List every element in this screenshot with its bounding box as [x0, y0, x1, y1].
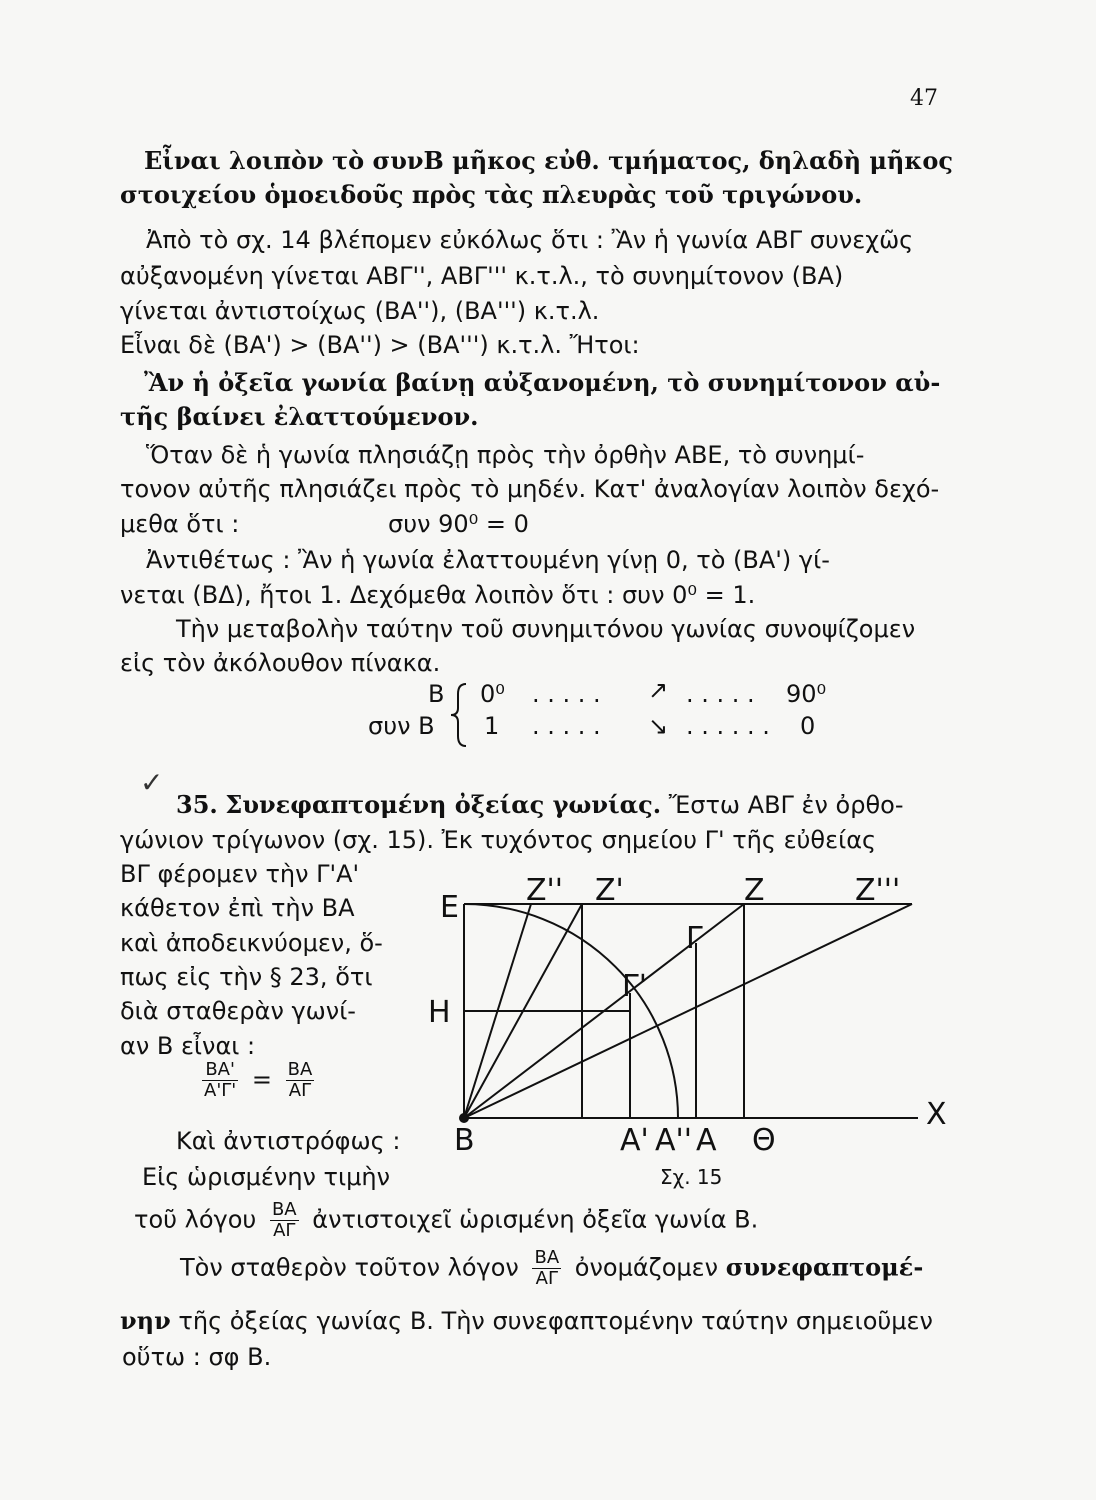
label-B: B: [454, 1123, 475, 1158]
table-row1-dots: . . . . .: [532, 680, 601, 708]
label-Th: Θ: [752, 1123, 776, 1158]
text-line: Ἀπὸ τὸ σχ. 14 βλέπομεν εὐκόλως ὅτι : Ἂν ἡ γωνία ΑΒΓ συνεχῶς: [146, 226, 914, 254]
text-line: Τὴν μεταβολὴν ταύτην τοῦ συνημιτόνου γωνίας συνοψίζομεν: [176, 615, 916, 643]
table-row2-start: 1: [484, 712, 500, 740]
text-line: τονον αὐτῆς πλησιάζει πρὸς τὸ μηδέν. Κατ' ἀναλογίαν λοιπὸν δεχό-: [120, 475, 940, 503]
label-A: A: [696, 1123, 717, 1158]
fraction: $\frac{BA}{A\Gamma}$: [287, 1059, 313, 1101]
point-B: [459, 1113, 469, 1123]
text-line: Τὸν σταθερὸν τοῦτον λόγον $\frac{BA}{A\Gamma}$ ὀνομάζομεν συνεφαπτομέ-: [180, 1247, 924, 1289]
text-line: Ἔστω ΑΒΓ ἐν ὀρθο-: [668, 791, 904, 819]
figure-caption: Σχ. 15: [660, 1165, 723, 1189]
table-row1-dots: . . . . .: [686, 680, 755, 708]
table-row2-label: συν B: [368, 712, 435, 740]
label-Z: Z: [744, 873, 765, 908]
table-row2-end: 0: [800, 712, 816, 740]
fraction: $\frac{BA}{A\Gamma}$: [534, 1247, 560, 1289]
label-Z3: Z''': [855, 873, 901, 908]
fraction: $\frac{BA}{A\Gamma}$: [271, 1199, 297, 1241]
text-line: Ἀντιθέτως : Ἂν ἡ γωνία ἐλαττουμένη γίνῃ 0, τὸ (ΒΑ') γί-: [146, 546, 830, 574]
table-row1-label: B: [428, 680, 445, 708]
text-line: διὰ σταθερὰν γωνί-: [120, 997, 356, 1025]
text-line: νην τῆς ὀξείας γωνίας Β. Τὴν συνεφαπτομένην ταύτην σημειοῦμεν: [120, 1306, 933, 1335]
text-line: τοῦ λόγου $\frac{BA}{A\Gamma}$ ἀντιστοιχεῖ ὡρισμένη ὀξεῖα γωνία Β.: [134, 1199, 759, 1241]
theorem-line-1: Εἶναι λοιπὸν τὸ συνB μῆκος εὐθ. τμήματος, δηλαδὴ μῆκος: [144, 146, 953, 175]
arrow-up-icon: ↗: [648, 676, 669, 704]
fraction: $\frac{BA'}{A'\Gamma'}$: [204, 1059, 237, 1101]
theorem-line: τῆς βαίνει ἐλαττούμενον.: [120, 402, 479, 431]
theorem-line: Ἂν ἡ ὀξεῖα γωνία βαίνῃ αὐξανομένη, τὸ συνημίτονον αὐ-: [144, 368, 941, 397]
text-line: πως εἰς τὴν § 23, ὅτι: [120, 963, 373, 991]
text-line: Εἶναι δὲ (ΒΑ') > (ΒΑ'') > (ΒΑ''') κ.τ.λ. Ἤτοι:: [120, 331, 640, 359]
label-G: Γ: [686, 921, 703, 956]
text-line: γίνεται ἀντιστοίχως (ΒΑ''), (ΒΑ''') κ.τ.λ.: [120, 297, 600, 325]
text-line: γώνιον τρίγωνον (σχ. 15). Ἐκ τυχόντος σημείου Γ' τῆς εὐθείας: [120, 826, 877, 854]
label-Z2: Z'': [526, 873, 564, 908]
text-line: οὕτω : σφ Β.: [122, 1343, 272, 1371]
text-line: Καὶ ἀντιστρόφως :: [176, 1127, 401, 1155]
formula-cos90: συν 90⁰ = 0: [388, 510, 529, 538]
label-G1: Γ': [622, 969, 647, 1004]
text-line: αν Β εἶναι :: [120, 1032, 256, 1060]
text-line: ΒΓ φέρομεν τὴν Γ'Α': [120, 860, 360, 888]
table-row2-dots: . . . . .: [532, 712, 601, 740]
theorem-line-2: στοιχείου ὁμοειδοῦς πρὸς τὰς πλευρὰς τοῦ τριγώνου.: [120, 180, 863, 209]
text-line: Εἰς ὡρισμένην τιμὴν: [142, 1163, 391, 1191]
section-number: 35.: [176, 790, 218, 819]
text-line: νεται (ΒΔ), ἤτοι 1. Δεχόμεθα λοιπὸν ὅτι : συν 0⁰ = 1.: [120, 581, 756, 609]
label-E: E: [440, 890, 459, 925]
text-line: μεθα ὅτι :: [120, 510, 240, 538]
label-H: H: [428, 995, 451, 1030]
label-X: X: [926, 1097, 947, 1132]
text-line: αὐξανομένη γίνεται ΑΒΓ'', ΑΒΓ''' κ.τ.λ., τὸ συνημίτονον (ΒΑ): [120, 262, 844, 290]
section-title: Συνεφαπτομένη ὀξείας γωνίας.: [225, 790, 662, 819]
label-Z1: Z': [595, 873, 624, 908]
label-A1: A': [620, 1123, 649, 1158]
arrow-down-icon: ↘: [648, 712, 669, 740]
table-row1-start: 0⁰: [480, 680, 505, 708]
margin-check-icon: ✓: [140, 766, 164, 799]
ratio-equation: $\frac{BA'}{A'\Gamma'}$ = $\frac{BA}{A\Gamma}$: [204, 1059, 313, 1101]
text-line: Ὅταν δὲ ἡ γωνία πλησιάζῃ πρὸς τὴν ὀρθὴν ΑΒΕ, τὸ συνημί-: [146, 441, 865, 469]
text-line: κάθετον ἐπὶ τὴν ΒΑ: [120, 894, 355, 922]
table-row1-end: 90⁰: [786, 680, 827, 708]
page-number: 47: [910, 86, 938, 111]
text-line: καὶ ἀποδεικνύομεν, ὅ-: [120, 929, 383, 957]
text-line: εἰς τὸν ἀκόλουθον πίνακα.: [120, 649, 441, 677]
label-A2: A'': [655, 1123, 693, 1158]
table-row2-dots: . . . . . .: [686, 712, 770, 740]
